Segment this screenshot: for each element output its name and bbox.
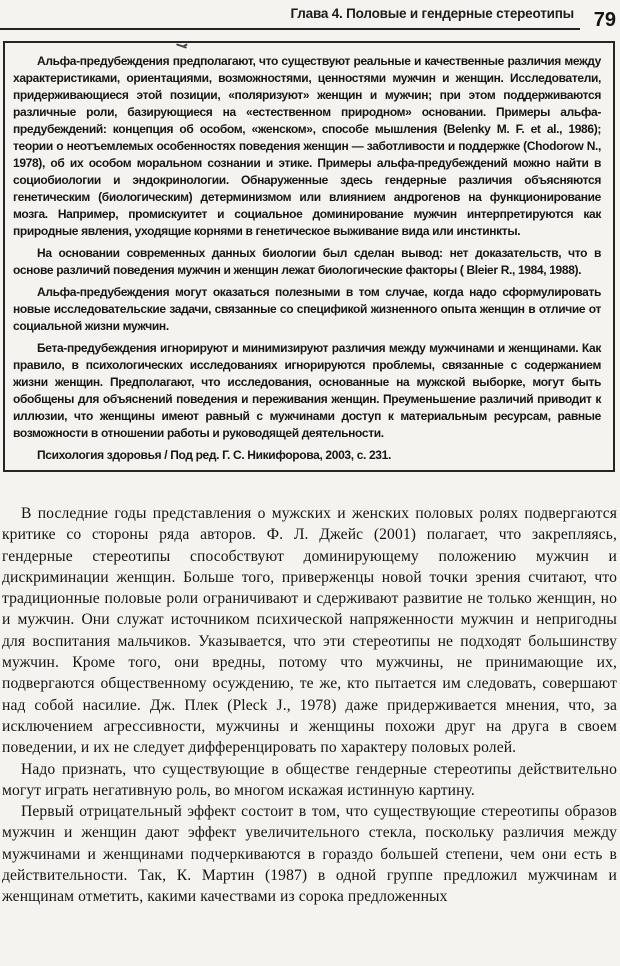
source-citation: Психология здоровья / Под ред. Г. С. Никифорова, 2003, с. 231. xyxy=(37,448,391,462)
excerpt-paragraph: На основании современных данных биологии был сделан вывод: нет доказательств, что в основе различий поведения мужчин и женщин лежат биологические факторы ( Bleier R., 1984, 1988). xyxy=(13,246,601,277)
excerpt-box xyxy=(3,41,615,472)
chapter-title: Глава 4. Половые и гендерные стереотипы xyxy=(290,6,574,21)
body-paragraph: Первый отрицательный эффект состоит в том, что существующие стереотипы образов мужчин и женщин дают эффект увеличительного стекла, поскольку различия между мужчинами и женщинами подчеркиваются в гораздо большей степени, чем они есть в действительности. Так, К. Мартин (1987) в одной группе предложил мужчинам и женщинам отметить, какими качествами из сорока предложенных xyxy=(2,803,617,906)
running-head-rule xyxy=(0,5,580,30)
excerpt-paragraph: Альфа-предубеждения предполагают, что существуют реальные и качественные различия между характеристиками, ориентациями, возможностями, ценностями мужчин и женщин. Исследователи, придерживающиеся этой позиции, «поляризуют» женщин и мужчин; при этом поддерживаются различные роли, базирующиеся на «естественном природном» основании. Примеры альфа-предубеждений: концепция об особом, «женском», способе мышления (Belenky M. F. et al., 1986); теории о неотъемлемых особенностях поведения женщин — заботливости и поддержке (Chodorow N., 1978), об их особом моральном сознании и этике. Примеры альфа-предубеждений можно найти в социобиологии и эндокринологии. Обнаруженные здесь гендерные различия объясняются генетическим (биологическим) детерминизмом или влиянием андрогенов на функционирование мозга. Например, промискуитет и социальное доминирование мужчин интерпретируются как природные явления, уходящие корнями в генетическое выживание вида или инстинкты. xyxy=(13,54,601,238)
body-paragraph: Надо признать, что существующие в обществе гендерные стереотипы действительно могут играть негативную роль, во многом искажая истинную картину. xyxy=(2,760,617,799)
body-text xyxy=(2,503,617,908)
page-number: 79 xyxy=(593,9,616,31)
body-paragraph: В последние годы представления о мужских и женских половых ролях подвергаются критике со стороны ряда авторов. Ф. Л. Джейс (2001) полагает, что закрепляясь, гендерные стереотипы способствуют доминирующему положению мужчин и дискриминации женщин. Больше того, приверженцы новой точки зрения считают, что традиционные половые роли ограничивают и сдерживают развитие не только женщин, но и мужчин. Они служат источником психической напряженности мужчин и непригодны для воспитания мальчиков. Указывается, что эти стереотипы не подходят большинству мужчин. Кроме того, они вредны, потому что мужчины, не принимающие их, подвергаются общественному осуждению, те же, кто пытается им следовать, совершают над собой насилие. Дж. Плек (Pleck J., 1978) даже придерживается мнения, что, за исключением агрессивности, мужчины и женщины похожи друг на друга в своем поведении, и их не следует дифференцировать по характеру половых ролей. xyxy=(2,505,617,757)
running-head xyxy=(0,0,620,30)
excerpt-paragraph: Альфа-предубеждения могут оказаться полезными в том случае, когда надо сформулировать новые исследовательские задачи, связанные со спецификой жизненного опыта женщин в отличие от социальной жизни мужчин. xyxy=(13,285,601,333)
excerpt-paragraph: Бета-предубеждения игнорируют и минимизируют различия между мужчинами и женщинами. Как правило, в психологических исследованиях игнорируются проблемы, связанные с содержанием жизни женщин. Предполагают, что исследования, основанные на мужской выборке, могут быть обобщены для объяснений поведения и переживания женщин. Преуменьшение различий приводит к иллюзии, что женщины имеют равный с мужчинами доступ к материальным ресурсам, равные возможности в отношении работы и руководящей деятельности. xyxy=(13,341,601,440)
